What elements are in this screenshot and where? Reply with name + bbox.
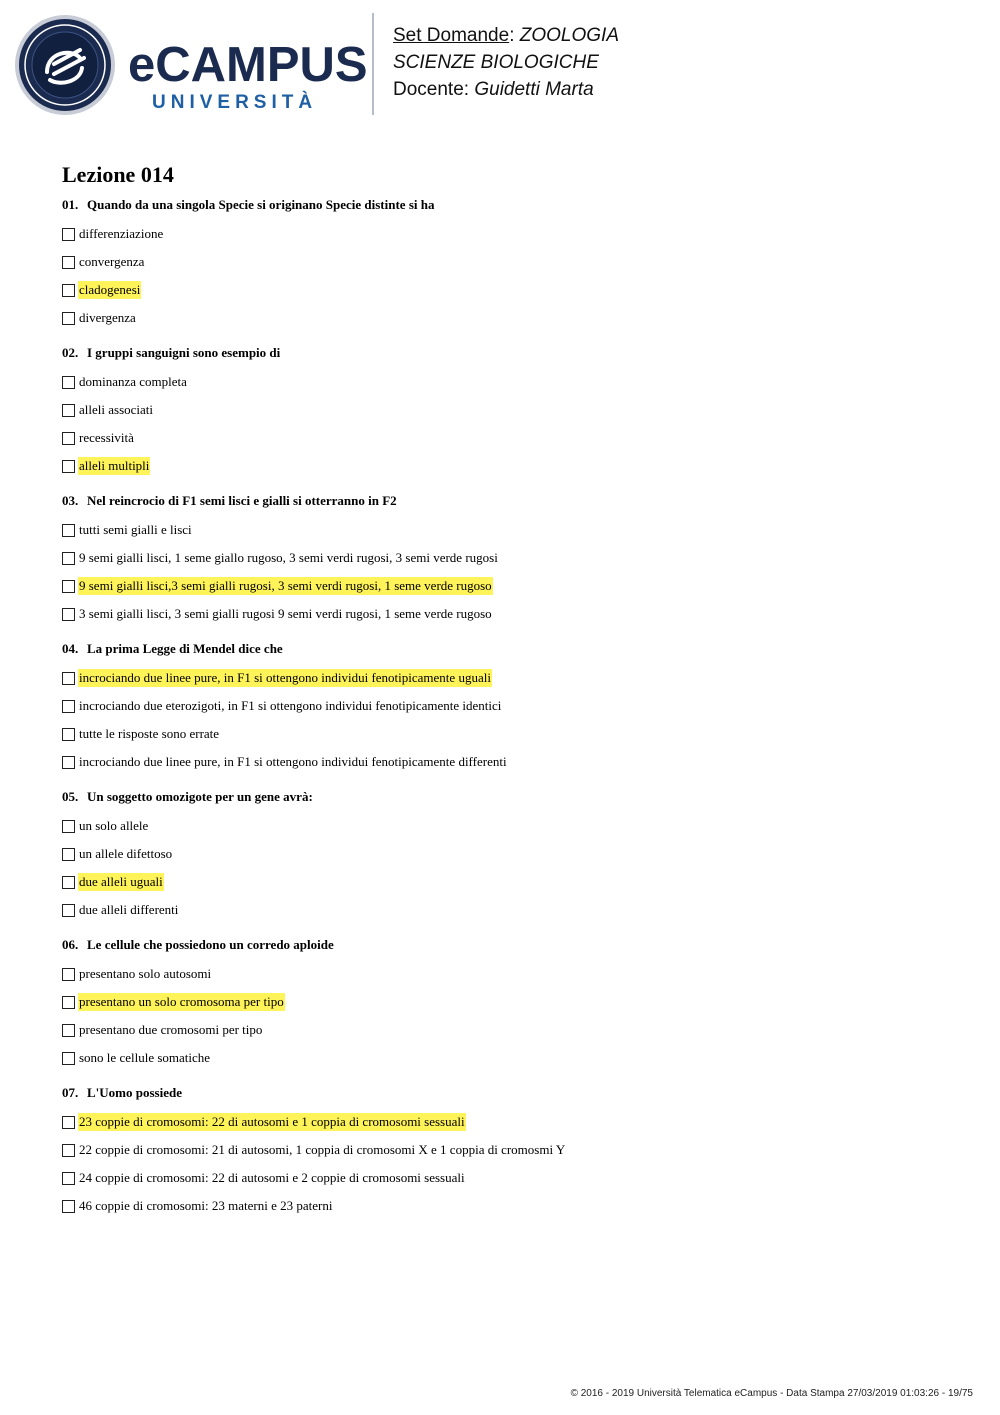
question-number: 01. — [62, 197, 79, 212]
answer-checkbox[interactable] — [62, 552, 75, 565]
answer-text: un solo allele — [79, 818, 149, 833]
question-text — [62, 344, 962, 362]
brand-subtitle: UNIVERSITÀ — [152, 92, 318, 113]
answer-checkbox[interactable] — [62, 1144, 75, 1157]
answer-text: dominanza completa — [79, 374, 187, 389]
teacher-label: Docente — [393, 79, 464, 100]
brand-name: eCAMPUS — [128, 38, 368, 92]
answer-checkbox[interactable] — [62, 848, 75, 861]
answer-text: sono le cellule somatiche — [79, 1050, 211, 1065]
ecampus-logo — [14, 14, 368, 116]
question-label: I gruppi sanguigni sono esempio di — [87, 345, 281, 360]
answer-text: 22 coppie di cromosomi: 21 di autosomi, 1 coppia di cromosomi X e 1 coppia di cromosmi Y — [79, 1142, 566, 1157]
answer-option[interactable] — [62, 748, 962, 776]
answer-checkbox[interactable] — [62, 1200, 75, 1213]
question-block — [62, 492, 962, 628]
question-text — [62, 936, 962, 954]
question-block — [62, 936, 962, 1072]
question-label: L'Uomo possiede — [87, 1085, 182, 1100]
answer-option[interactable] — [62, 896, 962, 924]
answer-option[interactable] — [62, 248, 962, 276]
answer-checkbox[interactable] — [62, 968, 75, 981]
answer-text: 9 semi gialli lisci, 1 seme giallo rugoso, 3 semi verdi rugosi, 3 semi verde rugosi — [79, 550, 498, 565]
answer-text: incrociando due linee pure, in F1 si ottengono individui fenotipicamente differenti — [79, 754, 507, 769]
answer-checkbox[interactable] — [62, 432, 75, 445]
set-line: Set Domande: ZOOLOGIA — [393, 25, 619, 46]
answer-option[interactable] — [62, 988, 962, 1016]
question-number: 04. — [62, 641, 79, 656]
answer-text: due alleli differenti — [79, 902, 179, 917]
answer-text: tutte le risposte sono errate — [79, 726, 220, 741]
answer-checkbox[interactable] — [62, 996, 75, 1009]
question-number: 03. — [62, 493, 79, 508]
answer-text: alleli associati — [79, 402, 154, 417]
answer-option[interactable] — [62, 812, 962, 840]
set-value: ZOOLOGIA — [519, 25, 619, 46]
question-text — [62, 1084, 962, 1102]
answer-option[interactable] — [62, 1136, 962, 1164]
answer-option[interactable] — [62, 544, 962, 572]
answer-checkbox[interactable] — [62, 524, 75, 537]
question-list — [62, 196, 962, 1232]
university-seal-icon — [14, 14, 116, 116]
question-number: 05. — [62, 789, 79, 804]
set-label: Set Domande — [393, 25, 510, 46]
answer-checkbox[interactable] — [62, 312, 75, 325]
answer-option[interactable] — [62, 396, 962, 424]
answer-option[interactable] — [62, 276, 962, 304]
answer-text: tutti semi gialli e lisci — [79, 522, 192, 537]
answer-option[interactable] — [62, 1108, 962, 1136]
answer-text: divergenza — [79, 310, 136, 325]
answer-checkbox[interactable] — [62, 460, 75, 473]
question-text — [62, 640, 962, 658]
question-number: 02. — [62, 345, 79, 360]
answer-option[interactable] — [62, 424, 962, 452]
question-label: Un soggetto omozigote per un gene avrà: — [87, 789, 313, 804]
answer-checkbox[interactable] — [62, 608, 75, 621]
answer-text: incrociando due eterozigoti, in F1 si ottengono individui fenotipicamente identici — [79, 698, 502, 713]
answer-text-correct: incrociando due linee pure, in F1 si ottengono individui fenotipicamente uguali — [79, 670, 491, 685]
answer-option[interactable] — [62, 1164, 962, 1192]
question-text — [62, 196, 962, 214]
answer-option[interactable] — [62, 516, 962, 544]
answer-option[interactable] — [62, 368, 962, 396]
answer-text-correct: alleli multipli — [79, 458, 150, 473]
question-label: La prima Legge di Mendel dice che — [87, 641, 283, 656]
answer-checkbox[interactable] — [62, 1024, 75, 1037]
question-block — [62, 196, 962, 332]
answer-checkbox[interactable] — [62, 1052, 75, 1065]
answer-option[interactable] — [62, 220, 962, 248]
question-label: Nel reincrocio di F1 semi lisci e gialli si otterranno in F2 — [87, 493, 397, 508]
answer-text: recessività — [79, 430, 134, 445]
answer-checkbox[interactable] — [62, 756, 75, 769]
question-block — [62, 1084, 962, 1220]
answer-checkbox[interactable] — [62, 904, 75, 917]
answer-option[interactable] — [62, 1016, 962, 1044]
answer-text-correct: due alleli uguali — [79, 874, 163, 889]
answer-text: 24 coppie di cromosomi: 22 di autosomi e 2 coppie di cromosomi sessuali — [79, 1170, 465, 1185]
question-number: 07. — [62, 1085, 79, 1100]
question-number: 06. — [62, 937, 79, 952]
answer-text-correct: 23 coppie di cromosomi: 22 di autosomi e 1 coppia di cromosomi sessuali — [79, 1114, 465, 1129]
lesson-title: Lezione 014 — [62, 162, 174, 187]
brand-wordmark — [128, 40, 368, 116]
answer-checkbox[interactable] — [62, 876, 75, 889]
header-divider — [372, 13, 374, 115]
answer-checkbox[interactable] — [62, 284, 75, 297]
answer-option[interactable] — [62, 1192, 962, 1220]
answer-checkbox[interactable] — [62, 672, 75, 685]
answer-checkbox[interactable] — [62, 228, 75, 241]
question-label: Le cellule che possiedono un corredo aploide — [87, 937, 334, 952]
answer-option[interactable] — [62, 960, 962, 988]
answer-option[interactable] — [62, 692, 962, 720]
answer-option[interactable] — [62, 452, 962, 480]
answer-text-correct: 9 semi gialli lisci,3 semi gialli rugosi, 3 semi verdi rugosi, 1 seme verde rugoso — [79, 578, 492, 593]
answer-text: 46 coppie di cromosomi: 23 materni e 23 paterni — [79, 1198, 333, 1213]
answer-checkbox[interactable] — [62, 700, 75, 713]
answer-checkbox[interactable] — [62, 1172, 75, 1185]
course-line — [393, 49, 619, 76]
answer-option[interactable] — [62, 572, 962, 600]
answer-option[interactable] — [62, 840, 962, 868]
answer-option[interactable] — [62, 664, 962, 692]
question-block — [62, 640, 962, 776]
question-label: Quando da una singola Specie si originano Specie distinte si ha — [87, 197, 435, 212]
question-block — [62, 788, 962, 924]
answer-checkbox[interactable] — [62, 1116, 75, 1129]
answer-text: convergenza — [79, 254, 145, 269]
answer-text: presentano due cromosomi per tipo — [79, 1022, 263, 1037]
question-text — [62, 788, 962, 806]
answer-checkbox[interactable] — [62, 580, 75, 593]
answer-option[interactable] — [62, 304, 962, 332]
teacher-line: Docente: Guidetti Marta — [393, 79, 594, 100]
answer-checkbox[interactable] — [62, 728, 75, 741]
answer-option[interactable] — [62, 720, 962, 748]
answer-text-correct: presentano un solo cromosoma per tipo — [79, 994, 284, 1009]
answer-checkbox[interactable] — [62, 256, 75, 269]
answer-option[interactable] — [62, 1044, 962, 1072]
question-block — [62, 344, 962, 480]
answer-checkbox[interactable] — [62, 404, 75, 417]
answer-checkbox[interactable] — [62, 376, 75, 389]
answer-text: 3 semi gialli lisci, 3 semi gialli rugosi 9 semi verdi rugosi, 1 seme verde rugoso — [79, 606, 492, 621]
answer-text: presentano solo autosomi — [79, 966, 212, 981]
answer-text: un allele difettoso — [79, 846, 173, 861]
answer-option[interactable] — [62, 600, 962, 628]
course-name: SCIENZE BIOLOGICHE — [393, 52, 599, 73]
answer-option[interactable] — [62, 868, 962, 896]
answer-text: differenziazione — [79, 226, 164, 241]
question-text — [62, 492, 962, 510]
course-header — [393, 22, 619, 103]
answer-checkbox[interactable] — [62, 820, 75, 833]
answer-text-correct: cladogenesi — [79, 282, 141, 297]
teacher-name: Guidetti Marta — [474, 79, 594, 100]
page-footer: © 2016 - 2019 Università Telematica eCampus - Data Stampa 27/03/2019 01:03:26 - 19/75 — [570, 1388, 973, 1399]
